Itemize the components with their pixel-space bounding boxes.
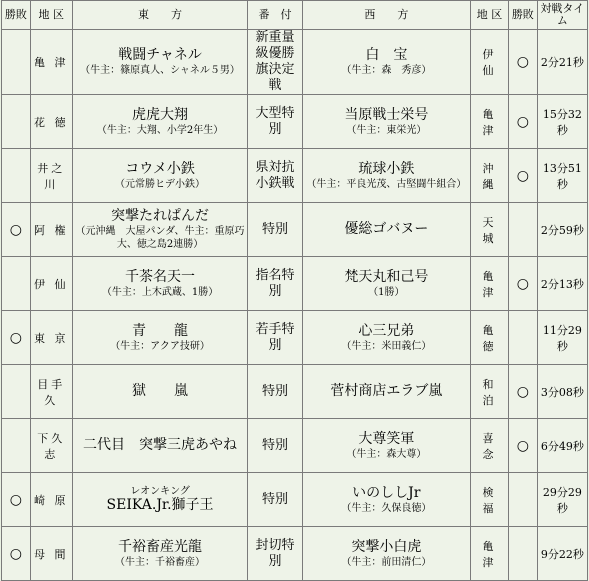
east-result [2, 257, 30, 310]
west-result [509, 473, 537, 526]
bout-time: 13分51秒 [538, 149, 587, 202]
west-area: 沖 縄 [471, 149, 508, 202]
west-wrestler [303, 419, 470, 472]
bout-row [2, 257, 587, 310]
east-result: ○ [2, 311, 30, 364]
east-name-ruby: レオンキング [130, 485, 190, 497]
bout-row [2, 527, 587, 580]
east-area: 東 京 [31, 311, 72, 364]
east-result [2, 419, 30, 472]
east-area: 崎 原 [31, 473, 72, 526]
bout-time: 29分29秒 [538, 473, 587, 526]
east-area: 伊 仙 [31, 257, 72, 310]
header-area-west: 地 区 [471, 1, 508, 29]
bout-rank: 特別 [248, 365, 301, 418]
east-note: （牛主：アクア技研） [110, 340, 210, 352]
header-rank: 番 付 [248, 1, 301, 29]
west-area: 検 福 [471, 473, 508, 526]
west-result: ○ [509, 149, 537, 202]
east-wrestler [73, 473, 248, 526]
bout-row [2, 203, 587, 256]
east-result [2, 365, 30, 418]
west-area: 亀 津 [471, 527, 508, 580]
header-time: 対戦タイム [538, 1, 587, 29]
west-name: 突撃小白虎 [351, 538, 422, 555]
east-name: 千裕畜産光龍 [118, 538, 203, 555]
east-area: 井之川 [31, 149, 72, 202]
east-name: SEIKA.Jr.獅子王 [106, 496, 214, 513]
west-wrestler [303, 149, 470, 202]
bout-time: 11分29秒 [538, 311, 587, 364]
west-area: 伊 仙 [471, 30, 508, 94]
header-east: 東 方 [73, 1, 248, 29]
east-note: （元沖縄 大屋パンダ、牛主：重原巧大、徳之島2連勝） [75, 226, 245, 250]
west-note: （牛主：森大尊） [346, 448, 427, 460]
east-name: 青 龍 [132, 322, 189, 339]
west-area: 喜 念 [471, 419, 508, 472]
west-note: （牛主：米田義仁） [341, 340, 432, 352]
east-wrestler [73, 149, 248, 202]
west-wrestler [303, 257, 470, 310]
bout-row [2, 95, 587, 148]
west-note: （1勝） [368, 286, 405, 298]
bout-rank: 特別 [248, 473, 301, 526]
east-area: 亀 津 [31, 30, 72, 94]
bout-row [2, 311, 587, 364]
bout-row [2, 149, 587, 202]
bout-time: 9分22秒 [538, 527, 587, 580]
west-wrestler [303, 473, 470, 526]
west-note: （牛主：久保良徳） [341, 502, 432, 514]
east-note: （牛主：大翔、小学2年生） [96, 124, 224, 136]
west-note: （牛主：東栄光） [346, 124, 427, 136]
east-note: （牛主：篠原真人、シャネル５男） [80, 65, 240, 76]
west-note: （牛主：森 秀彦） [341, 65, 432, 76]
west-wrestler [303, 311, 470, 364]
east-wrestler [73, 30, 248, 94]
west-result: ○ [509, 365, 537, 418]
west-wrestler [303, 365, 470, 418]
east-note: （元常勝ヒデ小鉄） [115, 178, 206, 190]
west-note: （牛主：前田清仁） [341, 556, 432, 568]
east-result: ○ [2, 203, 30, 256]
east-area: 目手久 [31, 365, 72, 418]
west-name: 白 宝 [365, 47, 408, 63]
west-area: 亀 徳 [471, 311, 508, 364]
west-result: ○ [509, 419, 537, 472]
east-name: 虎虎大翔 [132, 106, 189, 123]
west-name: 梵天丸和己号 [344, 268, 429, 285]
bout-row [2, 365, 587, 418]
west-result [509, 527, 537, 580]
east-name: 二代目 突撃三虎あやね [83, 437, 238, 453]
bout-time: 2分21秒 [538, 30, 587, 94]
east-wrestler [73, 419, 248, 472]
west-name: いのししJr [352, 484, 421, 501]
bout-rank: 特別 [248, 419, 301, 472]
east-wrestler [73, 365, 248, 418]
west-wrestler [303, 95, 470, 148]
east-wrestler [73, 257, 248, 310]
east-wrestler [73, 95, 248, 148]
east-area: 下久志 [31, 419, 72, 472]
east-name: 突撃たれぱんだ [111, 208, 210, 224]
east-wrestler [73, 311, 248, 364]
east-result [2, 95, 30, 148]
bout-row [2, 30, 587, 94]
header-row [2, 1, 587, 29]
bout-rank: 指名特別 [248, 257, 301, 310]
bout-time: 15分32秒 [538, 95, 587, 148]
east-wrestler [73, 527, 248, 580]
west-name: 当原戦士栄号 [344, 106, 429, 123]
bout-rank: 県対抗小鉄戦 [248, 149, 301, 202]
bout-results-table [1, 0, 588, 581]
east-name: 獄 嵐 [132, 383, 189, 399]
west-name: 優総ゴバヌー [344, 221, 429, 237]
west-result: ○ [509, 257, 537, 310]
header-area-east: 地 区 [31, 1, 72, 29]
bout-rank: 大型特別 [248, 95, 301, 148]
bout-row [2, 419, 587, 472]
bout-time: 6分49秒 [538, 419, 587, 472]
east-result: ○ [2, 527, 30, 580]
bout-time: 3分08秒 [538, 365, 587, 418]
west-wrestler [303, 527, 470, 580]
east-name: 千茶名天一 [125, 268, 196, 285]
header-result-east: 勝敗 [2, 1, 30, 29]
west-result [509, 311, 537, 364]
west-name: 琉球小鉄 [358, 160, 415, 177]
bout-rank: 封切特別 [248, 527, 301, 580]
east-result [2, 30, 30, 94]
east-result [2, 149, 30, 202]
west-wrestler [303, 203, 470, 256]
west-area: 和 泊 [471, 365, 508, 418]
bout-time: 2分59秒 [538, 203, 587, 256]
east-wrestler [73, 203, 248, 256]
header-result-west: 勝敗 [509, 1, 537, 29]
east-name: コウメ小鉄 [125, 160, 195, 177]
bout-rank: 若手特別 [248, 311, 301, 364]
west-note: （牛主：平良光茂、古堅闘牛組合） [306, 178, 467, 190]
west-area: 亀 津 [471, 257, 508, 310]
east-note: （牛主：上木武蔵、1勝） [101, 286, 219, 298]
west-result: ○ [509, 30, 537, 94]
east-note: （牛主：千裕畜産） [115, 556, 206, 568]
west-name: 大尊笑軍 [358, 430, 415, 447]
east-area: 花 徳 [31, 95, 72, 148]
west-name: 心三兄弟 [358, 322, 415, 339]
east-area: 阿 権 [31, 203, 72, 256]
west-result [509, 203, 537, 256]
east-area: 母 間 [31, 527, 72, 580]
bout-row [2, 473, 587, 526]
west-result: ○ [509, 95, 537, 148]
west-wrestler [303, 30, 470, 94]
header-west: 西 方 [303, 1, 470, 29]
west-area: 天 城 [471, 203, 508, 256]
bout-rank: 新重量級優勝旗決定戦 [248, 30, 301, 94]
east-result: ○ [2, 473, 30, 526]
east-name: 戦闘チャネル [118, 47, 202, 63]
west-name: 菅村商店エラブ嵐 [330, 383, 443, 399]
bout-rank: 特別 [248, 203, 301, 256]
bout-time: 2分13秒 [538, 257, 587, 310]
west-area: 亀 津 [471, 95, 508, 148]
